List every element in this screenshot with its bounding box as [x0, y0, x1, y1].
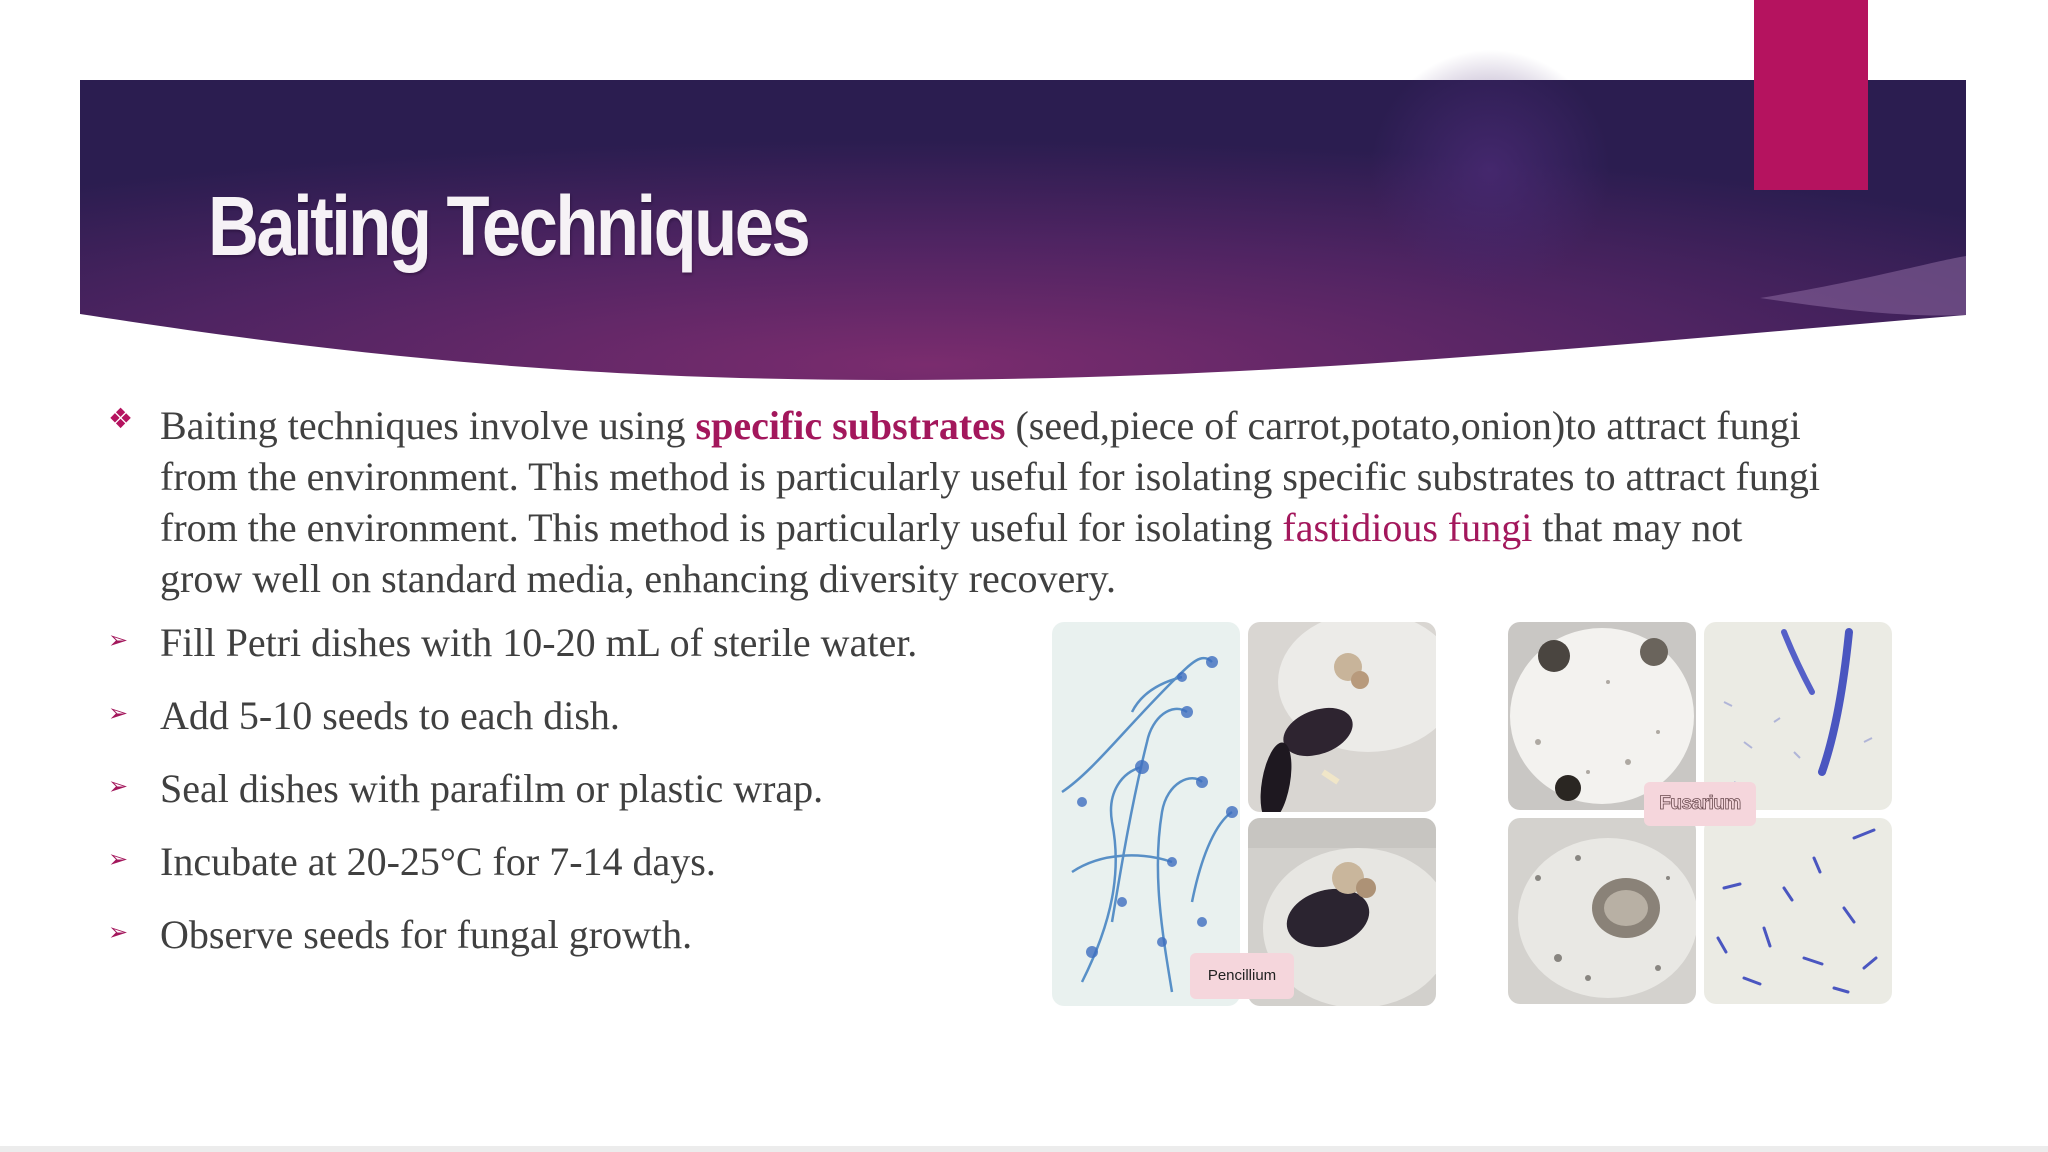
arrow-bullet-icon: ➢: [108, 699, 129, 727]
list-item: [108, 910, 1048, 983]
arrow-bullet-icon: ➢: [108, 772, 129, 800]
arrow-bullet-icon: ➢: [108, 845, 129, 873]
intro-paragraph: [108, 400, 1828, 604]
intro-text: [160, 400, 1828, 604]
step-text: Incubate at 20-25°C for 7-14 days.: [160, 839, 716, 884]
highlight-specific-substrates: specific substrates: [695, 403, 1006, 448]
penicillium-label: Pencillium: [1190, 953, 1294, 999]
fusarium-dish-photo-bottom: [1508, 818, 1696, 1004]
intro-part-3: that may not grow well on standard media, enhancing diversity recovery.: [160, 505, 1743, 601]
highlight-fastidious-fungi: fastidious fungi: [1282, 505, 1533, 550]
list-item: [108, 618, 1048, 691]
seed-dish-photo-top: [1248, 622, 1436, 812]
intro-part-1: Baiting techniques involve using: [160, 403, 696, 448]
diamond-bullet-icon: ❖: [108, 402, 134, 435]
fusarium-micrograph-bottom: [1704, 818, 1892, 1004]
list-item: [108, 837, 1048, 910]
steps-list: [108, 618, 1048, 983]
penicillium-micrograph: [1052, 622, 1240, 1006]
arrow-bullet-icon: ➢: [108, 918, 129, 946]
step-text: Seal dishes with parafilm or plastic wrap.: [160, 766, 824, 811]
bottom-divider: [0, 1146, 2048, 1152]
step-text: Observe seeds for fungal growth.: [160, 912, 693, 957]
arrow-bullet-icon: ➢: [108, 626, 129, 654]
list-item: [108, 691, 1048, 764]
step-text: Fill Petri dishes with 10-20 mL of sterile water.: [160, 620, 918, 665]
list-item: [108, 764, 1048, 837]
slide-title: Baiting Techniques: [208, 179, 809, 273]
intro-part-2: (seed,piece of carrot,potato,onion)to attract fungi from the environment. This method is particularly useful for isolating specific substrates to attract fungi from the environment. This method is particularly useful for isolating: [160, 403, 1820, 550]
accent-tab: [1754, 0, 1868, 190]
fusarium-label: Fusarium: [1644, 782, 1756, 826]
step-text: Add 5-10 seeds to each dish.: [160, 693, 620, 738]
